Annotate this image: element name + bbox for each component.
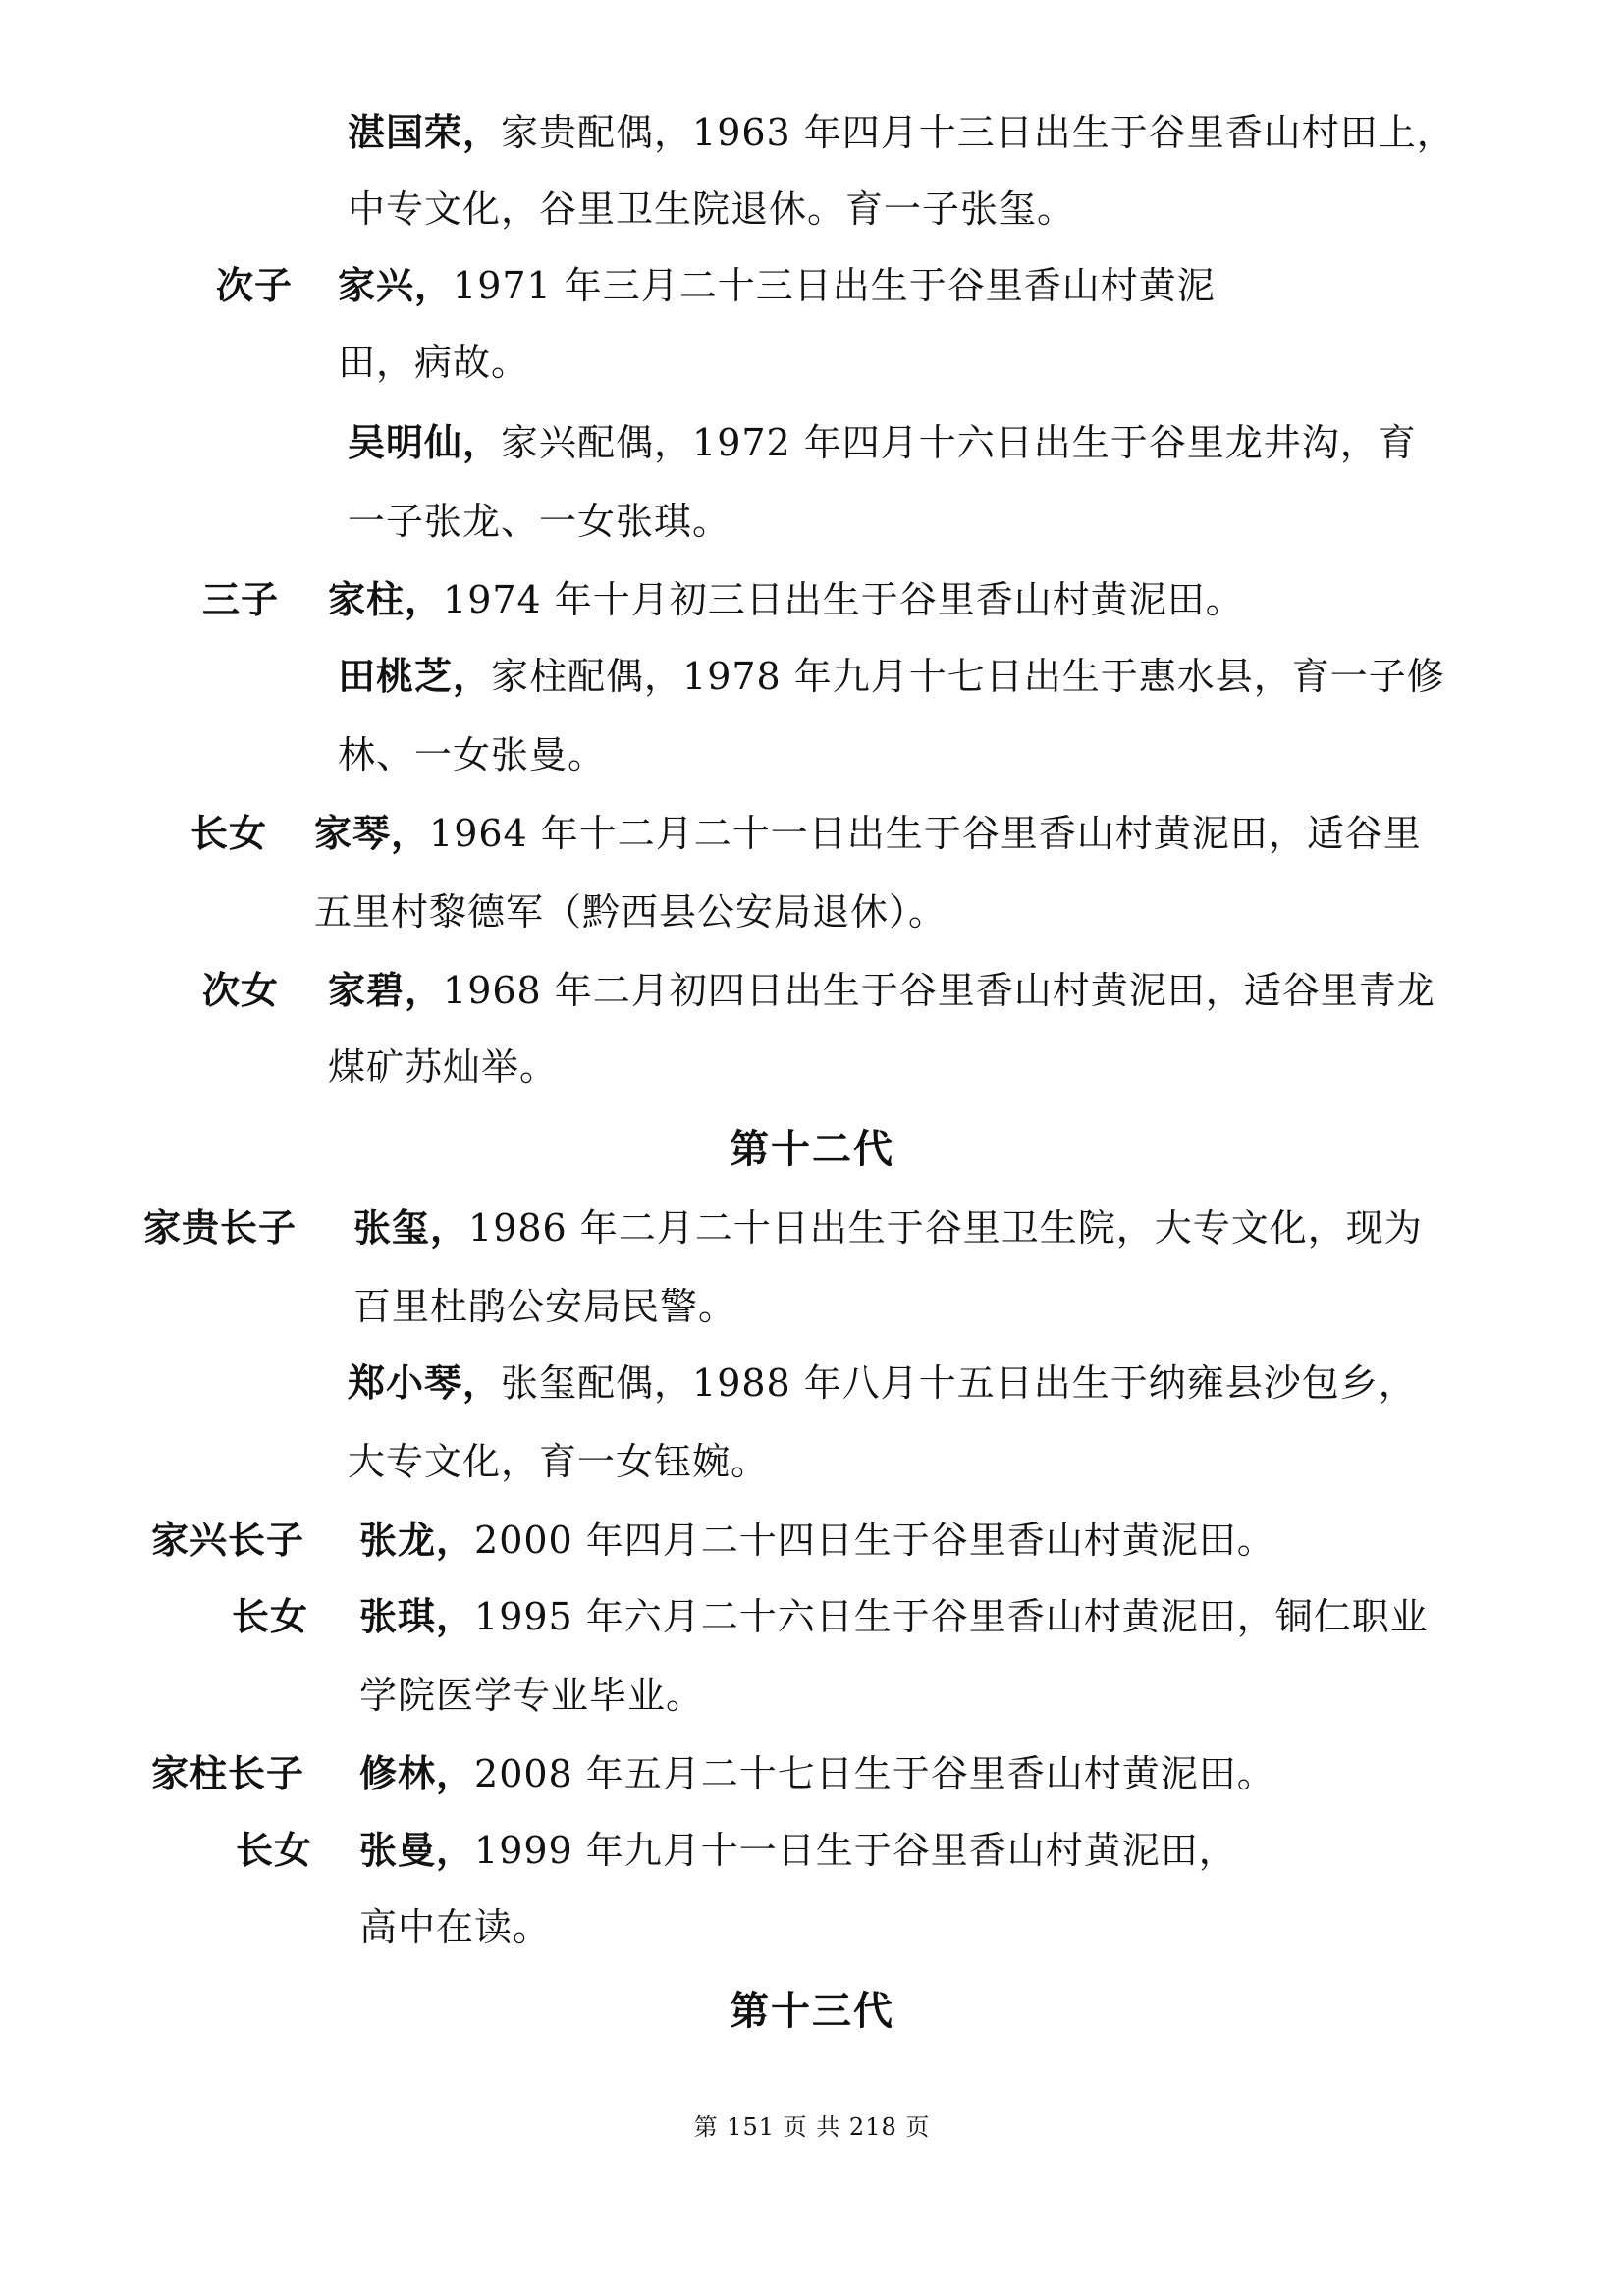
person-name: 修林，	[359, 1751, 475, 1795]
entry-text: 中专文化，谷里卫生院退休。育一子张玺。	[348, 187, 1076, 231]
person-name: 郑小琴，	[348, 1361, 502, 1405]
relation-label: 三子	[202, 577, 280, 621]
entry-line	[359, 1826, 1237, 1875]
entry-line-continued	[359, 1902, 551, 1951]
entry-line-continued	[348, 1437, 769, 1486]
entry-text: 2000 年四月二十四日生于谷里香山村黄泥田。	[474, 1519, 1275, 1562]
entry-text: 高中在读。	[359, 1905, 552, 1949]
entry-line	[348, 418, 1417, 467]
relation-label: 长女	[190, 811, 268, 855]
relation-label: 家柱长子	[151, 1751, 305, 1795]
entry-text: 百里杜鹃公安局民警。	[353, 1285, 737, 1328]
entry-line	[338, 261, 1216, 310]
entry-line	[359, 1749, 1275, 1798]
entry-text: 1974 年十月初三日出生于谷里香山村黄泥田。	[443, 578, 1244, 621]
entry-line-continued	[328, 1042, 558, 1092]
entry-text: 张玺配偶，1988 年八月十五日出生于纳雍县沙包乡，	[501, 1362, 1417, 1405]
entry-line-continued	[338, 338, 529, 387]
entry-line	[353, 1203, 1423, 1253]
entry-line-continued	[353, 1282, 736, 1331]
entry-text: 1968 年二月初四日出生于谷里香山村黄泥田，适谷里青龙	[443, 969, 1435, 1012]
entry-text: 1999 年九月十一日生于谷里香山村黄泥田，	[474, 1829, 1237, 1872]
person-name: 张玺，	[353, 1205, 469, 1250]
generation-heading: 第十二代	[730, 1126, 894, 1172]
relation-label: 家兴长子	[151, 1518, 305, 1562]
person-name: 家柱，	[328, 577, 444, 621]
entry-text: 家柱配偶，1978 年九月十七日出生于惠水县，育一子修	[491, 655, 1445, 698]
entry-line	[359, 1516, 1275, 1565]
entry-line	[348, 108, 1455, 157]
entry-text: 1964 年十二月二十一日出生于谷里香山村黄泥田，适谷里	[429, 812, 1422, 855]
person-name: 张龙，	[359, 1518, 475, 1562]
entry-text: 家兴配偶，1972 年四月十六日出生于谷里龙井沟，育	[501, 421, 1417, 464]
entry-text: 家贵配偶，1963 年四月十三日出生于谷里香山村田上，	[501, 111, 1455, 154]
entry-text: 五里村黎德军（黔西县公安局退休）。	[314, 890, 947, 934]
relation-label: 长女	[232, 1594, 309, 1638]
entry-line	[359, 1592, 1429, 1641]
entry-text: 煤矿苏灿举。	[328, 1045, 559, 1089]
entry-line-continued	[314, 887, 947, 936]
person-name: 田桃芝，	[338, 654, 492, 698]
entry-line-continued	[348, 185, 1075, 234]
entry-text: 林、一女张曼。	[338, 733, 607, 776]
person-name: 家碧，	[328, 968, 444, 1012]
relation-label: 次子	[216, 263, 294, 307]
page-number-footer: 第 151 页 共 218 页	[693, 2113, 931, 2141]
person-name: 湛国荣，	[348, 110, 502, 154]
entry-text: 1995 年六月二十六日生于谷里香山村黄泥田，铜仁职业	[474, 1595, 1429, 1638]
entry-line	[348, 1359, 1417, 1408]
entry-text: 2008 年五月二十七日生于谷里香山村黄泥田。	[474, 1752, 1275, 1795]
entry-line	[314, 809, 1422, 858]
person-name: 张琪，	[359, 1594, 475, 1638]
entry-text: 大专文化，育一女钰婉。	[348, 1440, 770, 1483]
entry-text: 学院医学专业毕业。	[359, 1674, 705, 1717]
relation-label: 家贵长子	[143, 1205, 298, 1250]
entry-line	[328, 966, 1435, 1015]
relation-label: 长女	[236, 1828, 313, 1872]
entry-text: 1971 年三月二十三日出生于谷里香山村黄泥	[453, 264, 1216, 307]
generation-heading: 第十三代	[730, 1988, 894, 2034]
entry-line-continued	[338, 730, 606, 779]
person-name: 吴明仙，	[348, 420, 502, 464]
person-name: 家琴，	[314, 811, 430, 855]
person-name: 家兴，	[338, 263, 454, 307]
entry-line-continued	[348, 497, 731, 546]
entry-line	[338, 652, 1445, 701]
entry-text: 一子张龙、一女张琪。	[348, 500, 731, 543]
person-name: 张曼，	[359, 1828, 475, 1872]
entry-line	[328, 575, 1244, 624]
relation-label: 次女	[202, 968, 280, 1012]
entry-text: 田，病故。	[338, 341, 530, 384]
entry-line-continued	[359, 1671, 704, 1720]
entry-text: 1986 年二月二十日出生于谷里卫生院，大专文化，现为	[468, 1206, 1423, 1250]
